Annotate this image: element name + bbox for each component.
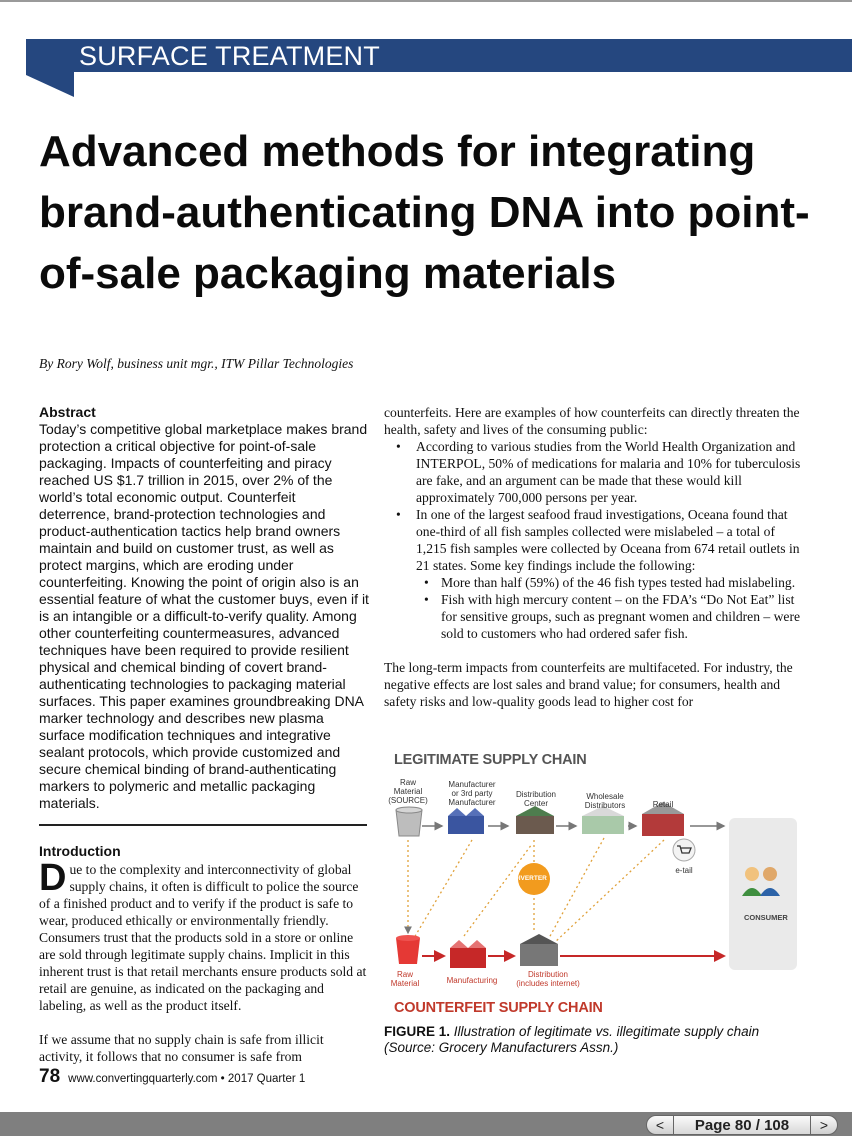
abstract-text: Today’s competitive global marketplace makes brand protection a critical objective for point-of-sale packaging. Impacts of counterfeiting and piracy reached US $1.7 trillion in 2015, over 2% of the world’s total economic output. Counterfeit deterrence, brand-protection technologies and product-authentication tactics help brand owners maintain and build on customer trust, as well as protect margins, which are eroding under counterfeiting. Knowing the point of origin also is an essential feature of what the customer buys, even if it is an intangible or a difficult-to-verify quality. Among other counterfeiting countermeasures, advanced techniques have been required to provide resilient physical and chemical binding of covert brand-authenticating technologies to packaging material surfaces. This paper examines groundbreaking DNA marker technology and describes new plasma surface modification techniques and integrative sealant protocols, which provide customized and secure chemical binding of brand-authenticating markers to polymeric and metallic packaging materials. bbox=[39, 421, 369, 811]
section-banner-flag bbox=[26, 39, 74, 97]
right-paragraph: The long-term impacts from counterfeits are multifaceted. For industry, the negative effects are lost sales and brand value; for consumers, health and safety risks and low-quality goods lead to higher cost for bbox=[384, 660, 793, 709]
top-rule bbox=[0, 0, 852, 2]
counterfeit-chain-title: COUNTERFEIT SUPPLY CHAIN bbox=[394, 1000, 603, 1016]
etail-label: e-tail bbox=[675, 866, 693, 875]
column-divider bbox=[39, 824, 367, 826]
diverter-label: DIVERTER bbox=[514, 875, 547, 882]
introduction-text-1: ue to the complexity and interconnectivity of global supply chains, it often is difficult to police the source of a finished product and to verify if the product is safe to wear, produced ethically or environmentally friendly. Consumers trust that the products sold in a store or online are sold through legitimate supply chains. Implicit in this inherent trust is that retail merchants ensure products sold at retail are genuine, as indicated on the packaging and labeling, as well as the product itself. bbox=[39, 862, 367, 1013]
raw-material-label: Raw Material (SOURCE) bbox=[388, 778, 428, 805]
abstract bbox=[39, 404, 369, 812]
cf-manufacturing-label: Manufacturing bbox=[446, 976, 498, 985]
etail-icon bbox=[673, 839, 695, 861]
introduction-paragraph-1 bbox=[39, 857, 367, 1014]
sub-list-item: • More than half (59%) of the 46 fish types tested had mislabeling. bbox=[384, 574, 802, 591]
distribution-center-icon bbox=[516, 806, 554, 834]
list-item: • According to various studies from the World Health Organization and INTERPOL, 50% of medications for malaria and 10% for tuberculosis are fake, and an argument can be made that these would kill approximately 700,000 persons per year. bbox=[384, 438, 802, 506]
wholesale-label: Wholesale Distributors bbox=[584, 792, 626, 810]
legitimate-chain-title: LEGITIMATE SUPPLY CHAIN bbox=[394, 752, 587, 768]
distribution-center-label: Distribution Center bbox=[515, 790, 556, 808]
next-page-button[interactable]: > bbox=[810, 1115, 838, 1135]
page-number: 78 bbox=[39, 1066, 61, 1087]
bullet-list bbox=[384, 438, 802, 642]
manufacturer-label: Manufacturer or 3rd party Manufacturer bbox=[448, 780, 496, 807]
caption-label: FIGURE 1. bbox=[384, 1024, 451, 1039]
counterfeit-manufacturing-icon bbox=[450, 940, 486, 968]
right-intro: counterfeits. Here are examples of how counterfeits can directly threaten the health, safety and lives of the consuming public: bbox=[384, 405, 800, 437]
right-column bbox=[384, 404, 802, 710]
manufacturer-icon bbox=[448, 808, 484, 834]
counterfeit-distribution-icon bbox=[520, 934, 558, 966]
caption-text: Illustration of legitimate vs. illegitimate supply chain (Source: Grocery Manufacturers Assn.) bbox=[384, 1024, 760, 1055]
introduction-heading: Introduction bbox=[39, 843, 121, 859]
drop-cap: D bbox=[39, 857, 67, 899]
page-navigator bbox=[646, 1115, 838, 1135]
counterfeit-raw-icon bbox=[396, 935, 420, 964]
abstract-heading: Abstract bbox=[39, 404, 96, 420]
list-item: • In one of the largest seafood fraud investigations, Oceana found that one-third of all fish samples collected were mislabeled – a total of 1,215 fish samples were collected by Oceana from 674 retail outlets in 21 states. Some key findings include the following: bbox=[384, 506, 802, 574]
figure-caption bbox=[384, 1024, 804, 1056]
cf-distribution-label: Distribution (includes internet) bbox=[516, 970, 580, 988]
previous-page-button[interactable]: < bbox=[646, 1115, 674, 1135]
byline: By Rory Wolf, business unit mgr., ITW Pillar Technologies bbox=[39, 356, 354, 371]
retail-label: Retail bbox=[652, 800, 674, 809]
wholesale-icon bbox=[582, 806, 624, 834]
cf-raw-material-label: Raw Material bbox=[390, 970, 420, 988]
page-footer bbox=[39, 1066, 305, 1088]
footer-text: www.convertingquarterly.com • 2017 Quarter 1 bbox=[68, 1073, 306, 1085]
raw-material-icon bbox=[396, 807, 422, 836]
article-title: Advanced methods for integrating brand-authenticating DNA into point-of-sale packaging materials bbox=[39, 127, 810, 298]
supply-chain-figure bbox=[384, 748, 802, 1020]
section-label: SURFACE TREATMENT bbox=[79, 41, 380, 71]
page-indicator: Page 80 / 108 bbox=[674, 1115, 810, 1135]
introduction-paragraph-2: If we assume that no supply chain is safe from illicit activity, it follows that no consumer is safe from bbox=[39, 1032, 324, 1064]
sub-list-item: • Fish with high mercury content – on the FDA’s “Do Not Eat” list for sensitive groups, such as pregnant women and children – were sold to customers who had ordered safer fish. bbox=[384, 591, 802, 642]
consumer-label: CONSUMER bbox=[744, 913, 788, 922]
